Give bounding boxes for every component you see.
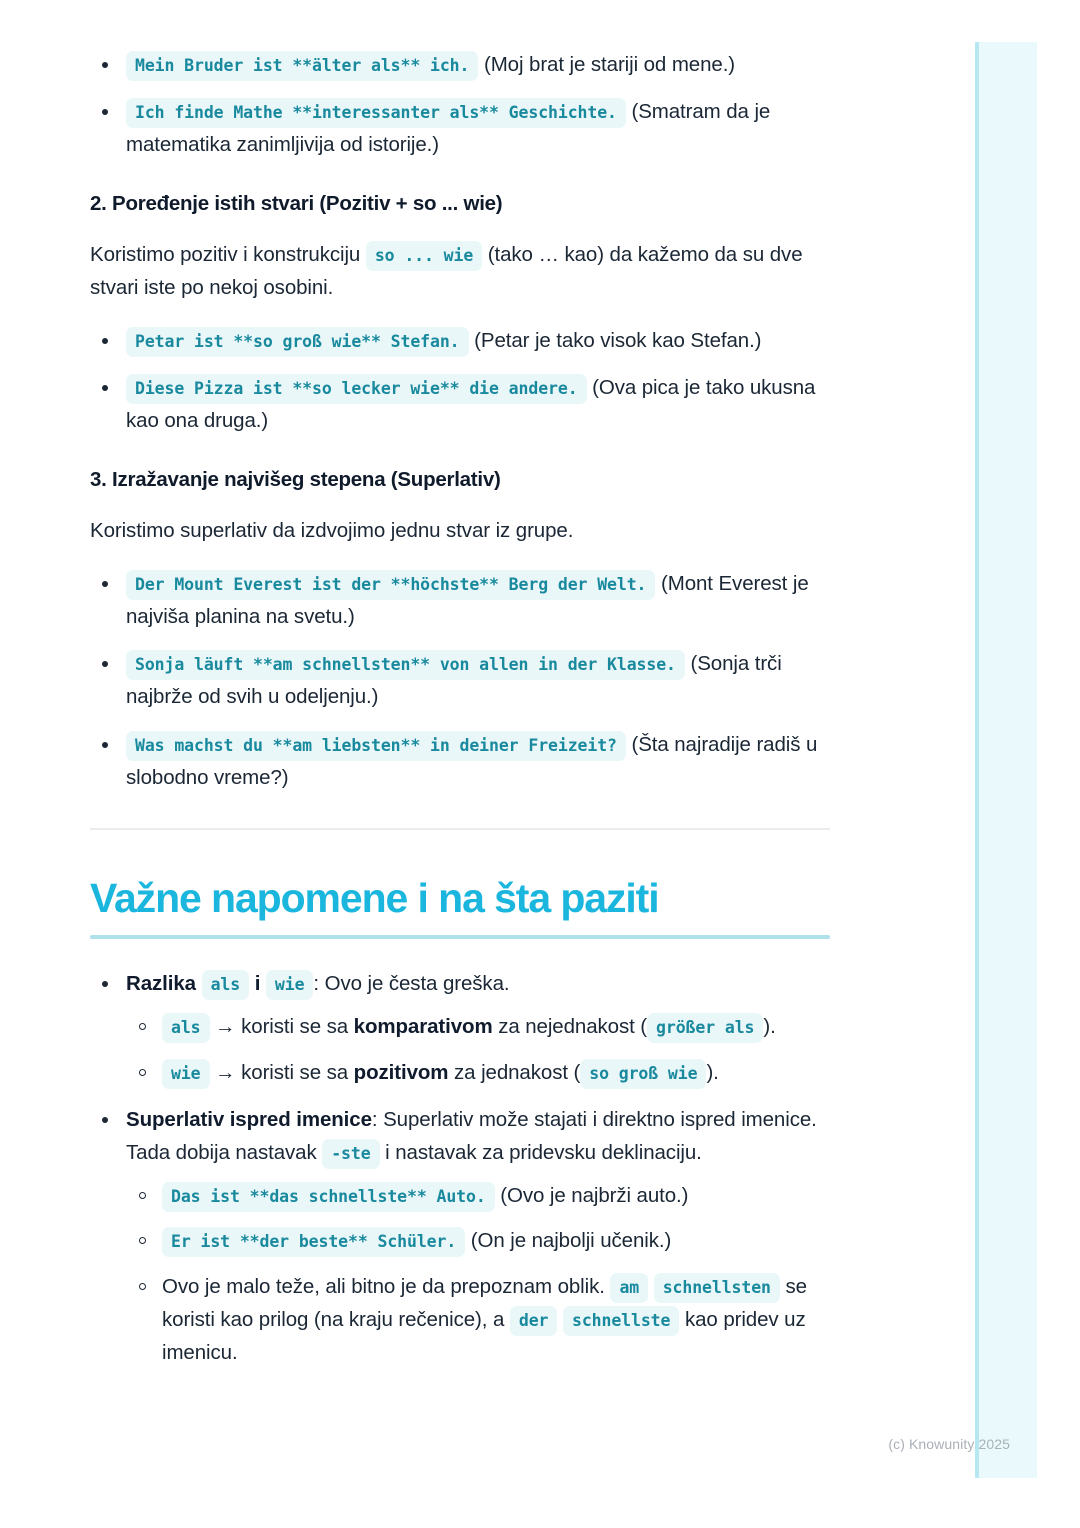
list-item [90, 728, 830, 794]
code-chip: Der Mount Everest ist der **höchste** Berg der Welt. [126, 570, 655, 600]
sub-text-after: za jednakost ( [454, 1060, 581, 1084]
section-heading-3: 3. Izražavanje najvišeg stepena (Superlativ) [90, 467, 501, 491]
translation-text: (On je najbolji učenik.) [470, 1229, 672, 1253]
translation-text: (Mont Everest je najviša planina na svetu.) [126, 571, 809, 629]
sub-bold-pozitivom: pozitivom [353, 1060, 449, 1084]
translation-text: (Smatram da je matematika zanimljivija od istorije.) [126, 100, 771, 157]
final-note-part3: kao pridev uz imenicu. [162, 1307, 806, 1364]
code-chip: Sonja läuft **am schnellsten** von allen in der Klasse. [126, 650, 685, 680]
sub-text-before: → koristi se sa [215, 1060, 349, 1084]
code-chip-wie: wie [162, 1059, 210, 1089]
list-item-superlativ-ispred-imenice [90, 1103, 830, 1369]
translation-text: (Moj brat je stariji od mene.) [483, 53, 736, 76]
translation-text: (Ova pica je tako ukusna kao ona druga.) [126, 376, 816, 433]
code-chip: Was machst du **am liebsten** in deiner Freizeit? [126, 731, 626, 761]
code-chip-groesser-als: größer als [647, 1013, 763, 1043]
title-underline [90, 935, 830, 939]
intro-before: Koristimo pozitiv i konstrukciju [90, 242, 361, 266]
note-lead: Razlika [126, 972, 196, 996]
translation-text: (Ovo je najbrži auto.) [500, 1184, 689, 1208]
code-chip-als: als [202, 970, 250, 1000]
translation-text: (Šta najradije radiš u slobodno vreme?) [126, 732, 818, 789]
final-note-part2: se koristi kao prilog (na kraju rečenice), a [162, 1274, 807, 1331]
code-chip: Diese Pizza ist **so lecker wie** die andere. [126, 374, 587, 404]
final-note-part1: Ovo je malo teže, ali bitno je da prepoznam oblik. [162, 1274, 605, 1298]
intro-after: (tako … kao) da kažemo da su dve stvari iste po nekoj osobini. [90, 242, 803, 299]
sub-text-after: za nejednakost ( [498, 1015, 648, 1039]
section2-intro [90, 238, 830, 304]
translation-text: (Sonja trči najbrže od svih u odeljenju.) [126, 652, 782, 709]
sub-list-item-als [126, 1010, 830, 1043]
note-text-before: : Superlativ može stajati i direktno ispred imenice. Tada dobija nastavak [126, 1107, 817, 1164]
translation-text: (Petar je tako visok kao Stefan.) [474, 329, 762, 353]
footer-copyright: (c) Knowunity 2025 [888, 1436, 1010, 1452]
list-item [90, 95, 830, 161]
list-item [90, 567, 830, 633]
code-chip-als: als [162, 1013, 210, 1043]
note-conj: i [254, 972, 261, 996]
code-chip: Er ist **der beste** Schüler. [162, 1227, 465, 1257]
section3-intro: Koristimo superlativ da izdvojimo jednu stvar iz grupe. [90, 518, 574, 542]
page-title: Važne napomene i na šta paziti [90, 875, 659, 922]
sub-bold-komparativom: komparativom [353, 1015, 493, 1039]
sub-list-item-final-note [126, 1270, 830, 1370]
code-chip-wie: wie [266, 970, 314, 1000]
section2-examples-list [90, 324, 830, 438]
section3-examples-list [90, 567, 830, 794]
notes-list [90, 967, 830, 1369]
document-content [90, 48, 830, 1369]
sub-text-end: ). [706, 1060, 719, 1084]
superlativ-sublist [126, 1179, 830, 1369]
sub-text-before: → koristi se sa [215, 1015, 349, 1039]
list-item [90, 48, 830, 81]
code-chip-am: am [610, 1273, 648, 1303]
code-chip: Ich finde Mathe **interessanter als** Geschichte. [126, 98, 626, 128]
code-chip: Petar ist **so groß wie** Stefan. [126, 327, 469, 357]
list-item [90, 647, 830, 713]
note-tail: : Ovo je česta greška. [313, 972, 510, 996]
list-item-razlika [90, 967, 830, 1089]
code-chip-so-gross-wie: so groß wie [580, 1059, 706, 1089]
section-divider [90, 828, 830, 830]
code-chip: Das ist **das schnellste** Auto. [162, 1182, 495, 1212]
note-text-after: i nastavak za pridevsku deklinaciju. [385, 1140, 702, 1164]
sub-list-item-wie [126, 1056, 830, 1089]
code-chip-ste: -ste [322, 1139, 379, 1169]
code-chip-schnellsten: schnellsten [654, 1273, 780, 1303]
sub-list-item [126, 1179, 830, 1212]
code-chip-der: der [510, 1306, 558, 1336]
top-examples-list [90, 48, 830, 162]
section-heading-2: 2. Poređenje istih stvari (Pozitiv + so ... wie) [90, 191, 503, 215]
sub-text-end: ). [763, 1015, 776, 1039]
razlika-sublist [126, 1010, 830, 1088]
sub-list-item [126, 1224, 830, 1257]
code-chip-schnellste: schnellste [563, 1306, 679, 1336]
code-chip-so-wie: so ... wie [366, 241, 482, 271]
note-lead: Superlativ ispred imenice [126, 1107, 372, 1131]
list-item [90, 324, 830, 357]
list-item [90, 371, 830, 437]
code-chip: Mein Bruder ist **älter als** ich. [126, 51, 478, 81]
